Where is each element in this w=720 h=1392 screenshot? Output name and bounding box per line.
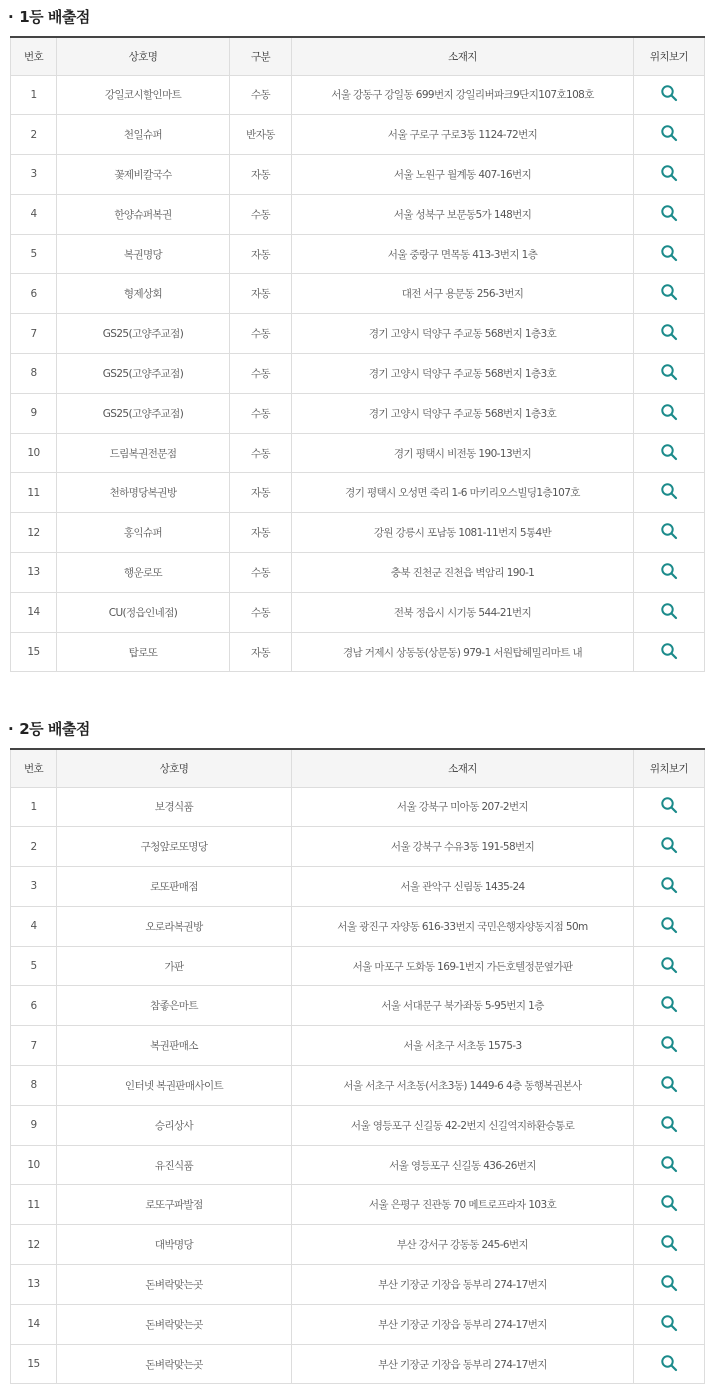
- table-row: [11, 553, 705, 593]
- cell-address: 강원 강릉시 포남동 1081-11번지 5통4반: [292, 513, 634, 553]
- cell-name: 돈벼락맞는곳: [57, 1304, 292, 1344]
- table-row: [11, 75, 705, 115]
- first-prize-view-location-button[interactable]: [660, 244, 678, 262]
- cell-address: 서울 강북구 수유3동 191-58번지: [292, 827, 634, 867]
- cell-name: 행운로또: [57, 553, 230, 593]
- cell-view-location: [634, 75, 705, 115]
- cell-view-location: [634, 827, 705, 867]
- cell-address: 서울 광진구 자양동 616-33번지 국민은행자양동지점 50m: [292, 906, 634, 946]
- cell-no: 12: [11, 1225, 57, 1265]
- search-icon: [660, 443, 678, 461]
- cell-name: 오로라복권방: [57, 906, 292, 946]
- cell-type: 반자동: [230, 115, 292, 155]
- cell-address: 서울 노원구 월계동 407-16번지: [292, 155, 634, 195]
- cell-type: 수동: [230, 592, 292, 632]
- search-icon: [660, 124, 678, 142]
- second-prize-view-location-button[interactable]: [660, 1274, 678, 1292]
- cell-address: 서울 강동구 강일동 699번지 강일리버파크9단지107호108호: [292, 75, 634, 115]
- first-prize-view-location-button[interactable]: [660, 602, 678, 620]
- search-icon: [660, 1354, 678, 1372]
- cell-view-location: [634, 553, 705, 593]
- cell-view-location: [634, 1304, 705, 1344]
- cell-name: GS25(고양주교점): [57, 393, 230, 433]
- search-icon: [660, 164, 678, 182]
- search-icon: [660, 244, 678, 262]
- cell-view-location: [634, 867, 705, 907]
- cell-name: 보경식품: [57, 787, 292, 827]
- cell-no: 2: [11, 115, 57, 155]
- search-icon: [660, 84, 678, 102]
- cell-view-location: [634, 1105, 705, 1145]
- cell-name: 로또판매점: [57, 867, 292, 907]
- cell-view-location: [634, 473, 705, 513]
- cell-view-location: [634, 354, 705, 394]
- cell-type: 자동: [230, 473, 292, 513]
- cell-name: 강일코시할인마트: [57, 75, 230, 115]
- table-row: [11, 473, 705, 513]
- search-icon: [660, 403, 678, 421]
- second-prize-view-location-button[interactable]: [660, 1035, 678, 1053]
- cell-address: 서울 성북구 보문동5가 148번지: [292, 194, 634, 234]
- cell-no: 7: [11, 1026, 57, 1066]
- cell-no: 10: [11, 433, 57, 473]
- header-view-location: 위치보기: [634, 749, 705, 787]
- cell-name: 복권판매소: [57, 1026, 292, 1066]
- table-row: [11, 354, 705, 394]
- cell-no: 4: [11, 906, 57, 946]
- cell-name: 복권명당: [57, 234, 230, 274]
- cell-name: 가판: [57, 946, 292, 986]
- cell-no: 12: [11, 513, 57, 553]
- second-prize-view-location-button[interactable]: [660, 876, 678, 894]
- search-icon: [660, 995, 678, 1013]
- bullet-icon: ·: [8, 8, 14, 26]
- cell-no: 15: [11, 1344, 57, 1384]
- header-number: 번호: [11, 749, 57, 787]
- cell-no: 8: [11, 354, 57, 394]
- cell-name: 인터넷 복권판매사이트: [57, 1066, 292, 1106]
- search-icon: [660, 1274, 678, 1292]
- cell-type: 수동: [230, 393, 292, 433]
- cell-no: 7: [11, 314, 57, 354]
- search-icon: [660, 1155, 678, 1173]
- table-row: [11, 867, 705, 907]
- cell-type: 자동: [230, 234, 292, 274]
- second-prize-view-location-button[interactable]: [660, 1234, 678, 1252]
- cell-type: 수동: [230, 553, 292, 593]
- cell-address: 경기 고양시 덕양구 주교동 568번지 1층3호: [292, 354, 634, 394]
- cell-address: 서울 관악구 신림동 1435-24: [292, 867, 634, 907]
- search-icon: [660, 1314, 678, 1332]
- cell-view-location: [634, 1265, 705, 1305]
- first-prize-view-location-button[interactable]: [660, 124, 678, 142]
- cell-name: 대박명당: [57, 1225, 292, 1265]
- table-row: [11, 393, 705, 433]
- table-row: [11, 1105, 705, 1145]
- cell-address: 경기 평택시 비전동 190-13번지: [292, 433, 634, 473]
- table-row: [11, 1026, 705, 1066]
- cell-no: 11: [11, 473, 57, 513]
- cell-name: 돈벼락맞는곳: [57, 1344, 292, 1384]
- first-prize-view-location-button[interactable]: [660, 482, 678, 500]
- cell-name: 천일슈퍼: [57, 115, 230, 155]
- cell-no: 4: [11, 194, 57, 234]
- cell-type: 자동: [230, 274, 292, 314]
- cell-no: 11: [11, 1185, 57, 1225]
- cell-no: 13: [11, 1265, 57, 1305]
- table-row: [11, 274, 705, 314]
- first-prize-view-location-button[interactable]: [660, 642, 678, 660]
- cell-view-location: [634, 234, 705, 274]
- cell-view-location: [634, 787, 705, 827]
- table-row: [11, 632, 705, 672]
- first-prize-view-location-button[interactable]: [660, 164, 678, 182]
- table-row: [11, 906, 705, 946]
- table-row: [11, 115, 705, 155]
- cell-no: 14: [11, 592, 57, 632]
- search-icon: [660, 1234, 678, 1252]
- first-prize-section-title: [8, 6, 90, 27]
- first-prize-view-location-button[interactable]: [660, 204, 678, 222]
- cell-name: 로또구파발점: [57, 1185, 292, 1225]
- search-icon: [660, 916, 678, 934]
- cell-name: GS25(고양주교점): [57, 314, 230, 354]
- cell-no: 15: [11, 632, 57, 672]
- cell-name: 꽃제비칼국수: [57, 155, 230, 195]
- table-row: [11, 1344, 705, 1384]
- cell-address: 경기 평택시 오성면 죽리 1-6 마키리오스빌딩1층107호: [292, 473, 634, 513]
- cell-view-location: [634, 1145, 705, 1185]
- cell-name: 형제상회: [57, 274, 230, 314]
- cell-no: 1: [11, 787, 57, 827]
- cell-no: 5: [11, 234, 57, 274]
- cell-view-location: [634, 1225, 705, 1265]
- table-row: [11, 513, 705, 553]
- table-row: [11, 314, 705, 354]
- header-address: 소재지: [292, 749, 634, 787]
- cell-address: 서울 구로구 구로3동 1124-72번지: [292, 115, 634, 155]
- cell-address: 서울 영등포구 신길동 436-26번지: [292, 1145, 634, 1185]
- cell-address: 대전 서구 용문동 256-3번지: [292, 274, 634, 314]
- header-view-location: 위치보기: [634, 37, 705, 75]
- bullet-icon: ·: [8, 720, 14, 738]
- cell-name: 유진식품: [57, 1145, 292, 1185]
- table-row: [11, 1145, 705, 1185]
- search-icon: [660, 482, 678, 500]
- second-prize-view-location-button[interactable]: [660, 1155, 678, 1173]
- search-icon: [660, 323, 678, 341]
- cell-no: 9: [11, 1105, 57, 1145]
- cell-view-location: [634, 632, 705, 672]
- search-icon: [660, 363, 678, 381]
- header-shop-name: 상호명: [57, 749, 292, 787]
- second-prize-view-location-button[interactable]: [660, 1354, 678, 1372]
- cell-view-location: [634, 433, 705, 473]
- cell-name: 참좋은마트: [57, 986, 292, 1026]
- first-prize-title-text: 1등 배출점: [19, 8, 90, 26]
- cell-address: 서울 서초구 서초동 1575-3: [292, 1026, 634, 1066]
- cell-name: 홍익슈퍼: [57, 513, 230, 553]
- search-icon: [660, 602, 678, 620]
- search-icon: [660, 796, 678, 814]
- table-row: [11, 1225, 705, 1265]
- search-icon: [660, 642, 678, 660]
- search-icon: [660, 956, 678, 974]
- second-prize-view-location-button[interactable]: [660, 836, 678, 854]
- cell-no: 8: [11, 1066, 57, 1106]
- first-prize-view-location-button[interactable]: [660, 363, 678, 381]
- second-prize-section-title: [8, 718, 90, 739]
- table-row: [11, 433, 705, 473]
- table-row: [11, 1185, 705, 1225]
- header-shop-name: 상호명: [57, 37, 230, 75]
- cell-address: 경기 고양시 덕양구 주교동 568번지 1층3호: [292, 314, 634, 354]
- first-prize-view-location-button[interactable]: [660, 403, 678, 421]
- table-row: [11, 1265, 705, 1305]
- cell-address: 경기 고양시 덕양구 주교동 568번지 1층3호: [292, 393, 634, 433]
- cell-view-location: [634, 393, 705, 433]
- table-header-row: [11, 37, 705, 75]
- cell-view-location: [634, 1185, 705, 1225]
- cell-name: 돈벼락맞는곳: [57, 1265, 292, 1305]
- cell-address: 충북 진천군 진천읍 벽암리 190-1: [292, 553, 634, 593]
- cell-type: 자동: [230, 632, 292, 672]
- first-prize-view-location-button[interactable]: [660, 283, 678, 301]
- cell-address: 서울 중랑구 면목동 413-3번지 1층: [292, 234, 634, 274]
- cell-view-location: [634, 155, 705, 195]
- cell-address: 부산 기장군 기장읍 동부리 274-17번지: [292, 1304, 634, 1344]
- cell-address: 서울 서초구 서초동(서초3동) 1449-6 4층 동행복권본사: [292, 1066, 634, 1106]
- second-prize-title-text: 2등 배출점: [19, 720, 90, 738]
- cell-name: 한양슈퍼복권: [57, 194, 230, 234]
- cell-no: 13: [11, 553, 57, 593]
- cell-no: 9: [11, 393, 57, 433]
- search-icon: [660, 1035, 678, 1053]
- search-icon: [660, 1194, 678, 1212]
- cell-view-location: [634, 194, 705, 234]
- table-row: [11, 787, 705, 827]
- table-row: [11, 592, 705, 632]
- cell-address: 서울 서대문구 북가좌동 5-95번지 1층: [292, 986, 634, 1026]
- cell-name: 승리상사: [57, 1105, 292, 1145]
- cell-name: 천하명당복권방: [57, 473, 230, 513]
- table-row: [11, 1066, 705, 1106]
- cell-view-location: [634, 592, 705, 632]
- second-prize-table: [10, 748, 705, 1384]
- cell-no: 3: [11, 155, 57, 195]
- first-prize-view-location-button[interactable]: [660, 323, 678, 341]
- cell-view-location: [634, 513, 705, 553]
- header-address: 소재지: [292, 37, 634, 75]
- search-icon: [660, 1115, 678, 1133]
- cell-view-location: [634, 314, 705, 354]
- cell-no: 2: [11, 827, 57, 867]
- cell-name: 탑로또: [57, 632, 230, 672]
- second-prize-view-location-button[interactable]: [660, 1194, 678, 1212]
- cell-view-location: [634, 1066, 705, 1106]
- cell-name: CU(정읍인네점): [57, 592, 230, 632]
- table-row: [11, 827, 705, 867]
- search-icon: [660, 562, 678, 580]
- first-prize-view-location-button[interactable]: [660, 522, 678, 540]
- table-row: [11, 234, 705, 274]
- cell-address: 부산 기장군 기장읍 동부리 274-17번지: [292, 1344, 634, 1384]
- first-prize-view-location-button[interactable]: [660, 84, 678, 102]
- cell-no: 6: [11, 274, 57, 314]
- cell-type: 수동: [230, 75, 292, 115]
- header-number: 번호: [11, 37, 57, 75]
- cell-type: 수동: [230, 433, 292, 473]
- cell-no: 10: [11, 1145, 57, 1185]
- cell-no: 1: [11, 75, 57, 115]
- cell-name: GS25(고양주교점): [57, 354, 230, 394]
- cell-address: 전북 정읍시 시기동 544-21번지: [292, 592, 634, 632]
- cell-view-location: [634, 274, 705, 314]
- first-prize-view-location-button[interactable]: [660, 562, 678, 580]
- cell-view-location: [634, 1344, 705, 1384]
- cell-name: 구청앞로또명당: [57, 827, 292, 867]
- second-prize-view-location-button[interactable]: [660, 956, 678, 974]
- table-row: [11, 155, 705, 195]
- cell-type: 수동: [230, 354, 292, 394]
- cell-type: 자동: [230, 513, 292, 553]
- cell-no: 5: [11, 946, 57, 986]
- cell-address: 서울 강북구 미아동 207-2번지: [292, 787, 634, 827]
- search-icon: [660, 1075, 678, 1093]
- cell-no: 6: [11, 986, 57, 1026]
- second-prize-view-location-button[interactable]: [660, 1314, 678, 1332]
- cell-type: 수동: [230, 194, 292, 234]
- second-prize-view-location-button[interactable]: [660, 916, 678, 934]
- cell-view-location: [634, 986, 705, 1026]
- cell-view-location: [634, 906, 705, 946]
- search-icon: [660, 876, 678, 894]
- cell-no: 14: [11, 1304, 57, 1344]
- header-type: 구분: [230, 37, 292, 75]
- search-icon: [660, 283, 678, 301]
- cell-address: 서울 은평구 진관동 70 메트로프라자 103호: [292, 1185, 634, 1225]
- cell-address: 서울 마포구 도화동 169-1번지 가든호텔정문옆가판: [292, 946, 634, 986]
- second-prize-view-location-button[interactable]: [660, 796, 678, 814]
- table-row: [11, 986, 705, 1026]
- table-row: [11, 946, 705, 986]
- second-prize-view-location-button[interactable]: [660, 1115, 678, 1133]
- search-icon: [660, 836, 678, 854]
- cell-view-location: [634, 946, 705, 986]
- cell-no: 3: [11, 867, 57, 907]
- cell-type: 자동: [230, 155, 292, 195]
- cell-address: 부산 강서구 강동동 245-6번지: [292, 1225, 634, 1265]
- cell-name: 드림복권전문점: [57, 433, 230, 473]
- cell-address: 서울 영등포구 신길동 42-2번지 신길역지하환승통로: [292, 1105, 634, 1145]
- table-row: [11, 194, 705, 234]
- cell-address: 부산 기장군 기장읍 동부리 274-17번지: [292, 1265, 634, 1305]
- first-prize-table: [10, 36, 705, 672]
- cell-type: 수동: [230, 314, 292, 354]
- cell-address: 경남 거제시 상동동(상문동) 979-1 서원탑헤밀리마트 내: [292, 632, 634, 672]
- search-icon: [660, 522, 678, 540]
- table-row: [11, 1304, 705, 1344]
- first-prize-view-location-button[interactable]: [660, 443, 678, 461]
- cell-view-location: [634, 115, 705, 155]
- search-icon: [660, 204, 678, 222]
- second-prize-view-location-button[interactable]: [660, 995, 678, 1013]
- table-header-row: [11, 749, 705, 787]
- cell-view-location: [634, 1026, 705, 1066]
- second-prize-view-location-button[interactable]: [660, 1075, 678, 1093]
